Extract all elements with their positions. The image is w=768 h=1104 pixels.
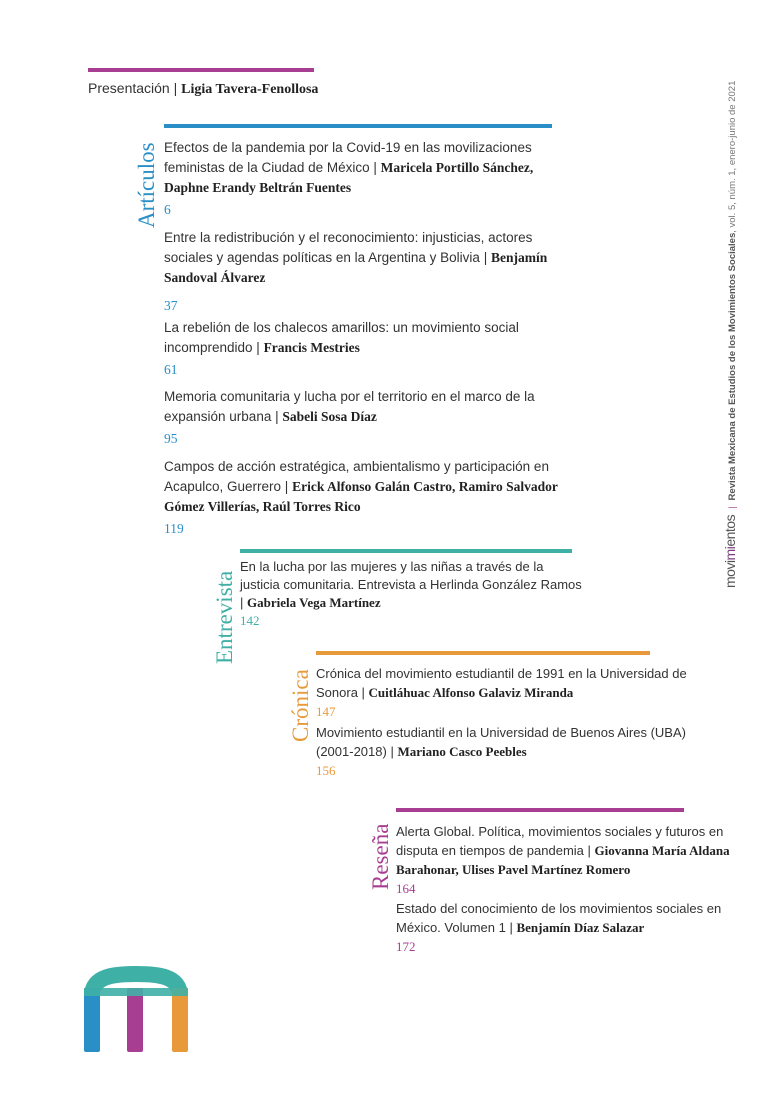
- page-number: 119: [164, 521, 184, 536]
- journal-name: Revista Mexicana de Estudios de los Movimientos Sociales: [727, 232, 738, 501]
- toc-entry[interactable]: Movimiento estudiantil en la Universidad de Buenos Aires (UBA) (2001-2018) | Mariano Casco Peebles 156: [316, 723, 706, 780]
- brand-wordmark: movimientos: [722, 514, 738, 588]
- presentacion-line[interactable]: [88, 80, 318, 98]
- page-number: 147: [316, 704, 336, 719]
- page-number: 95: [164, 431, 178, 446]
- toc-entry[interactable]: Alerta Global. Política, movimientos sociales y futuros en disputa en tiempos de pandemia | Giovanna María Aldana Barahonar, Ulises Pavel Martínez Romero 164: [396, 824, 730, 896]
- page-number: 156: [316, 763, 336, 778]
- toc-entry[interactable]: Estado del conocimiento de los movimientos sociales en México. Volumen 1 | Benjamín Díaz Salazar 172: [396, 899, 731, 956]
- page-number: 37: [164, 298, 178, 313]
- articulos-rule: [164, 124, 552, 128]
- presentacion-author: Ligia Tavera-Fenollosa: [181, 82, 319, 97]
- toc-entry[interactable]: Campos de acción estratégica, ambientalismo y participación en Acapulco, Guerrero | Erick Alfonso Galán Castro, Ramiro Salvador Gómez Villerías, Raúl Torres Rico 119: [164, 457, 574, 539]
- entrevista-rule: [240, 549, 572, 553]
- presentacion-rule: [88, 68, 314, 72]
- cronica-rule: [316, 651, 650, 655]
- toc-entry[interactable]: La rebelión de los chalecos amarillos: un movimiento social incomprendido | Francis Mestries 61: [164, 318, 574, 380]
- journal-sidebar: [722, 81, 738, 588]
- movimientos-logo-icon: [84, 966, 192, 1058]
- page-number: 61: [164, 362, 178, 377]
- section-label-entrevista: Entrevista: [212, 570, 237, 664]
- toc-entry[interactable]: Crónica del movimiento estudiantil de 1991 en la Universidad de Sonora | Cuitláhuac Alfonso Galaviz Miranda 147: [316, 664, 706, 721]
- section-label-articulos: Artículos: [134, 142, 159, 228]
- page-number: 164: [396, 881, 416, 896]
- section-label-cronica: Crónica: [288, 669, 313, 742]
- page-number: 6: [164, 202, 171, 217]
- section-label-resena: Reseña: [368, 823, 393, 890]
- sidebar-separator: |: [727, 506, 738, 509]
- toc-entry[interactable]: Efectos de la pandemia por la Covid-19 en las movilizaciones feministas de la Ciudad de México | Maricela Portillo Sánchez, Daphne Erandy Beltrán Fuentes 6: [164, 138, 574, 220]
- resena-rule: [396, 808, 684, 812]
- toc-entry[interactable]: Entre la redistribución y el reconocimiento: injusticias, actores sociales y agendas políticas en la Argentina y Bolivia | Benjamín Sandoval Álvarez 37: [164, 228, 574, 316]
- presentacion-title: Presentación |: [88, 80, 182, 96]
- journal-issue: , vol. 5, núm. 1, enero-junio de 2021: [727, 80, 738, 233]
- page-number: 172: [396, 939, 416, 954]
- page-number: 142: [240, 613, 260, 628]
- toc-entry[interactable]: Memoria comunitaria y lucha por el territorio en el marco de la expansión urbana | Sabeli Sosa Díaz 95: [164, 387, 584, 449]
- toc-entry[interactable]: En la lucha por las mujeres y las niñas a través de la justicia comunitaria. Entrevista a Herlinda González Ramos | Gabriela Vega Martínez 142: [240, 558, 585, 630]
